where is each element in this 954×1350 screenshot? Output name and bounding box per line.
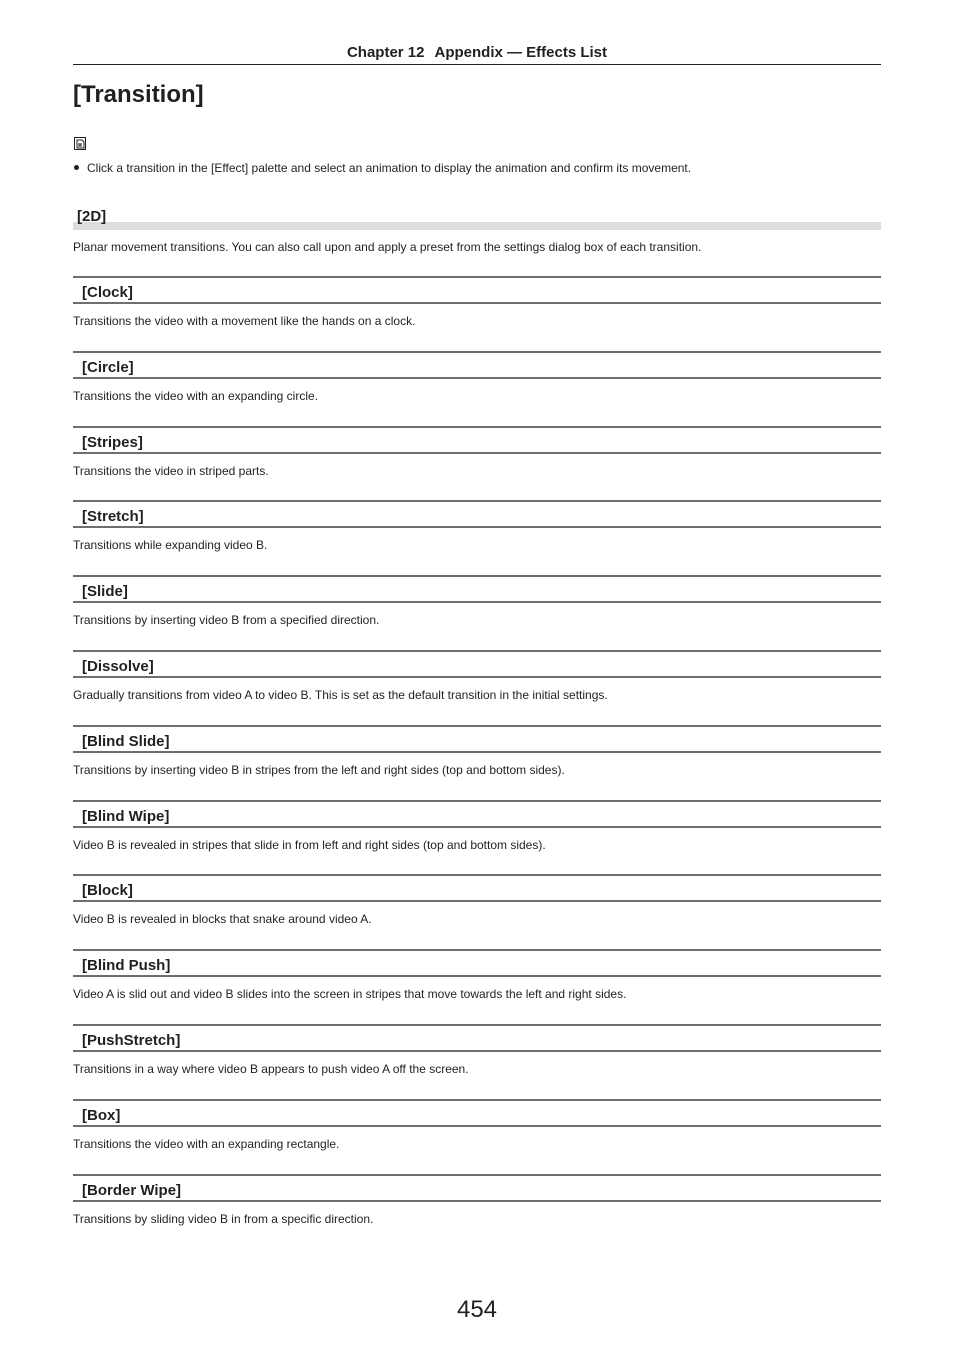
effect-name: [Border Wipe] — [82, 1182, 182, 1199]
effect-heading-bar — [73, 800, 881, 828]
effect-entry — [73, 351, 881, 411]
effect-heading-bar — [73, 276, 881, 304]
effect-description: Transitions by inserting video B in stripes from the left and right sides (top and bottom sides). — [73, 763, 565, 777]
effect-entry — [73, 426, 881, 486]
effect-description: Video A is slid out and video B slides into the screen in stripes that move towards the left and right sides. — [73, 987, 627, 1001]
bullet-dot-icon — [74, 165, 79, 170]
effect-heading-bar — [73, 351, 881, 379]
effect-heading-bar — [73, 1174, 881, 1202]
effect-heading-bar — [73, 426, 881, 454]
effect-description: Gradually transitions from video A to video B. This is set as the default transition in the initial settings. — [73, 688, 608, 702]
effect-description: Video B is revealed in blocks that snake around video A. — [73, 912, 372, 926]
effect-description: Transitions the video with an expanding circle. — [73, 389, 319, 403]
effect-entry — [73, 725, 881, 785]
effect-name: [Blind Wipe] — [82, 808, 170, 825]
effect-description: Transitions by sliding video B in from a specific direction. — [73, 1212, 374, 1226]
effect-heading-bar — [73, 650, 881, 678]
effect-name: [Block] — [82, 882, 133, 899]
effect-name: [Stripes] — [82, 434, 143, 451]
effect-heading-bar — [73, 500, 881, 528]
effect-heading-bar — [73, 1099, 881, 1127]
effect-entry — [73, 1174, 881, 1234]
effect-description: Transitions by inserting video B from a specified direction. — [73, 613, 380, 627]
effect-entry — [73, 949, 881, 1009]
effect-heading-bar — [73, 1024, 881, 1052]
effect-name: [Dissolve] — [82, 658, 154, 675]
effect-entry — [73, 650, 881, 710]
effect-name: [Blind Slide] — [82, 733, 170, 750]
effect-entry — [73, 500, 881, 560]
note-text: Click a transition in the [Effect] palette and select an animation to display the animation and confirm its movement. — [87, 161, 692, 175]
effect-entry — [73, 800, 881, 860]
header-title: Appendix — Effects List — [434, 44, 608, 61]
header-chapter: Chapter 12 — [346, 44, 425, 61]
effect-name: [Stretch] — [82, 508, 144, 525]
effect-name: [Slide] — [82, 583, 128, 600]
effect-name: [Circle] — [82, 359, 134, 376]
note-memo-icon — [74, 137, 86, 150]
effect-description: Transitions the video with a movement like the hands on a clock. — [73, 314, 416, 328]
note-bullet — [73, 160, 691, 176]
effect-heading-bar — [73, 874, 881, 902]
effect-name: [Clock] — [82, 284, 133, 301]
effect-heading-bar — [73, 949, 881, 977]
document-page — [73, 0, 881, 1350]
header-rule — [73, 64, 881, 65]
effect-entry — [73, 1024, 881, 1084]
page-number: 454 — [456, 1296, 498, 1323]
effect-heading-bar — [73, 575, 881, 603]
effect-heading-bar — [73, 725, 881, 753]
section-description: Planar movement transitions. You can also call upon and apply a preset from the settings dialog box of each transition. — [73, 240, 702, 254]
section-title: [2D] — [77, 208, 107, 225]
effect-entry — [73, 1099, 881, 1159]
running-header — [73, 44, 881, 61]
effect-name: [Box] — [82, 1107, 121, 1124]
effect-description: Video B is revealed in stripes that slide in from left and right sides (top and bottom sides). — [73, 838, 546, 852]
effect-description: Transitions the video in striped parts. — [73, 464, 269, 478]
effect-name: [PushStretch] — [82, 1032, 181, 1049]
page-title: [Transition] — [73, 81, 204, 108]
effect-entry — [73, 575, 881, 635]
effect-name: [Blind Push] — [82, 957, 171, 974]
effect-description: Transitions in a way where video B appears to push video A off the screen. — [73, 1062, 469, 1076]
effect-description: Transitions the video with an expanding rectangle. — [73, 1137, 340, 1151]
section-bar — [73, 222, 881, 230]
effect-entry — [73, 874, 881, 934]
effect-entry — [73, 276, 881, 336]
effect-description: Transitions while expanding video B. — [73, 538, 268, 552]
